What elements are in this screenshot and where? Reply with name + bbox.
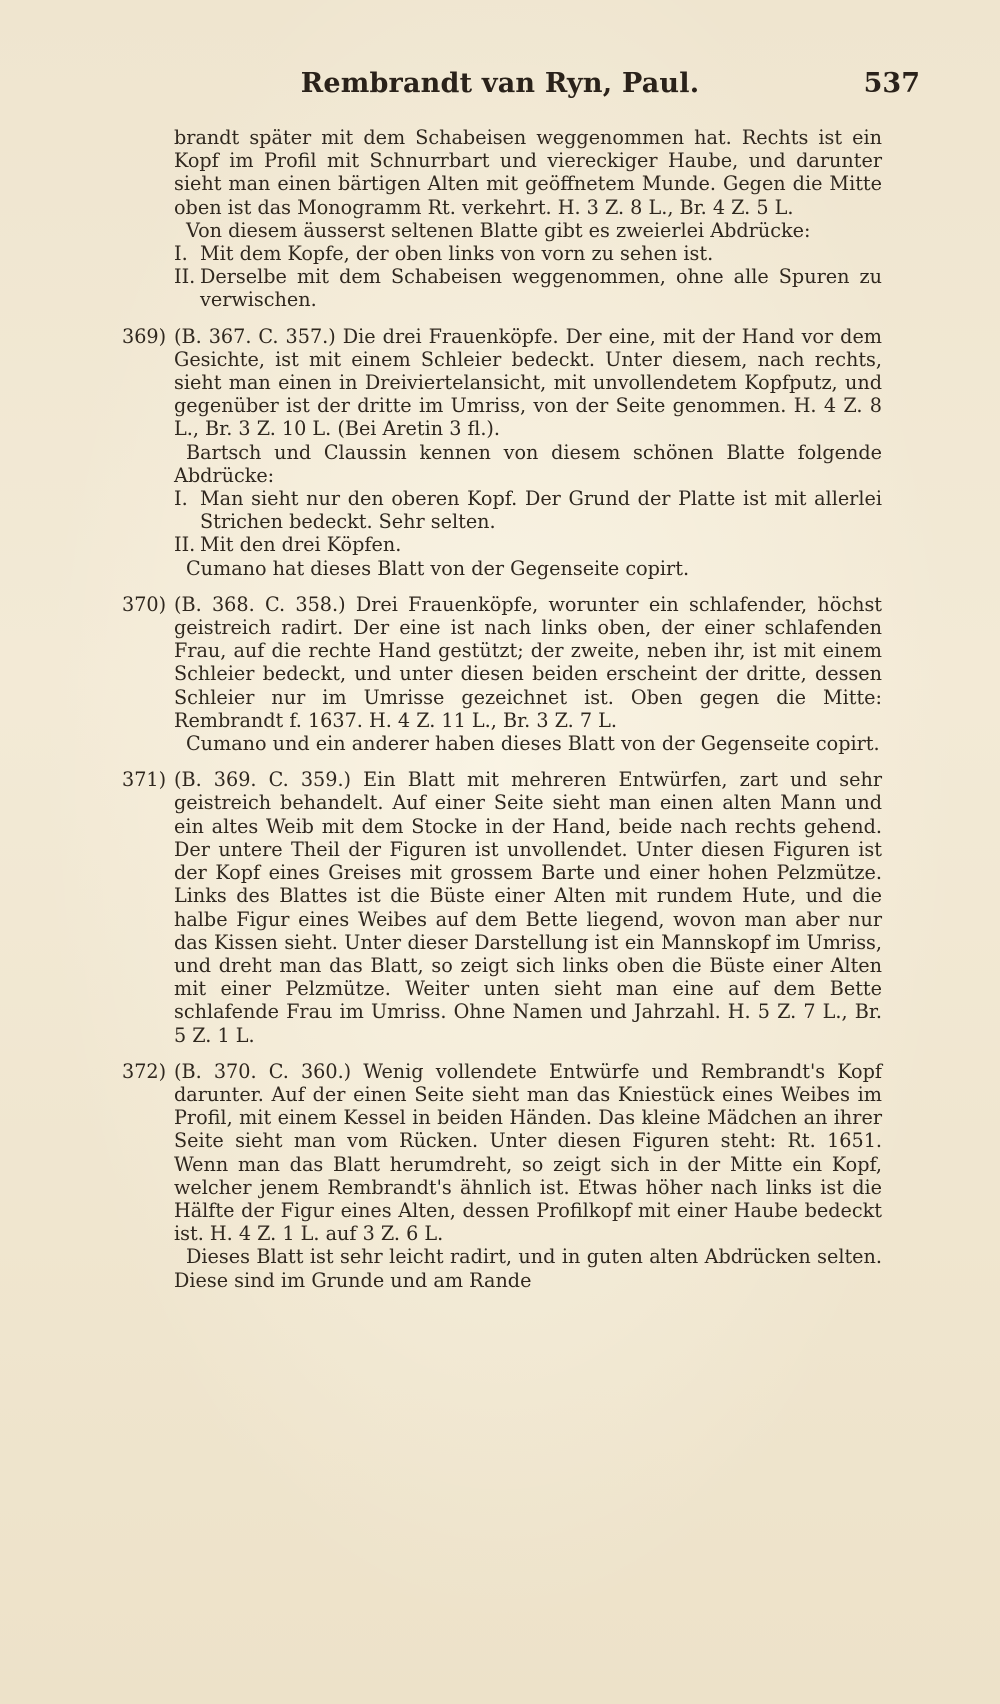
sub-paragraph: Dieses Blatt ist sehr leicht radirt, und in guten alten Abdrücken selten. Diese sind im Grunde und am Rande (174, 1245, 882, 1292)
copy-note: Cumano und ein anderer haben dieses Blatt von der Gegenseite copirt. (186, 732, 880, 756)
state-label: I. (174, 242, 188, 266)
state-item (122, 487, 882, 533)
catalogue-entry-369 (122, 325, 882, 580)
state-text: Derselbe mit dem Schabeisen weggenommen, ohne alle Spuren zu verwischen. (200, 265, 882, 312)
state-text: Mit dem Kopfe, der oben links von vorn zu sehen ist. (200, 242, 714, 266)
entry-paragraph: (B. 369. C. 359.) Ein Blatt mit mehreren Entwürfen, zart und sehr geistreich behandelt. Auf einer Seite sieht man einen alten Mann und ein altes Weib mit dem Stocke in der Hand, beide nach rechts gehend. Der untere Theil der Figuren ist unvollendet. Unter diesen Figuren ist der Kopf eines Greises mit grossem Barte und einer hohen Pelzmütze. Links des Blattes ist die Büste einer Alten mit rundem Hute, und die halbe Figur eines Weibes auf dem Bette liegend, wovon man aber nur das Kissen sieht. Unter dieser Darstellung ist ein Mannskopf im Umriss, und dreht man das Blatt, so zeigt sich links oben die Büste einer Alten mit einer Pelzmütze. Weiter unten sieht man eine auf dem Bette schlafende Frau im Umriss. Ohne Namen und Jahrzahl. H. 5 Z. 7 L., Br. 5 Z. 1 L. (174, 768, 882, 1047)
entry-head (122, 593, 882, 732)
sub-paragraph: Von diesem äusserst seltenen Blatte gibt es zweierlei Abdrücke: (186, 218, 811, 242)
entry-paragraph: (B. 368. C. 358.) Drei Frauenköpfe, worunter ein schlafender, höchst geistreich radirt. Der eine ist nach links oben, der einer schlafenden Frau, auf die rechte Hand gestützt; der zweite, neben ihr, ist mit einem Schleier bedeckt, und unter diesen beiden erscheint der dritte, dessen Schleier nur im Umrisse gezeichnet ist. Oben gegen die Mitte: Rembrandt f. 1637. H. 4 Z. 11 L., Br. 3 Z. 7 L. (174, 592, 882, 732)
entry-head (122, 325, 882, 441)
entry-number: 370) (122, 592, 167, 616)
entry-head (122, 1060, 882, 1246)
page-header (0, 68, 1000, 108)
entry-paragraph: (B. 370. C. 360.) Wenig vollendete Entwürfe und Rembrandt's Kopf darunter. Auf der einen Seite sieht man das Kniestück eines Weibes im Profil, mit einem Kessel in beiden Händen. Das kleine Mädchen an ihrer Seite sieht man vom Rücken. Unter diesen Figuren steht: Rt. 1651. Wenn man das Blatt herumdreht, so zeigt sich in der Mitte ein Kopf, welcher jenem Rembrandt's ähnlich ist. Etwas höher nach links ist die Hälfte der Figur eines Alten, dessen Profilkopf mit einer Haube bedeckt ist. H. 4 Z. 1 L. auf 3 Z. 6 L. (174, 1059, 882, 1246)
entry-number: 371) (122, 768, 167, 792)
copy-note: Cumano hat dieses Blatt von der Gegenseite copirt. (186, 556, 690, 580)
state-text: Mit den drei Köpfen. (200, 533, 402, 557)
state-item (122, 265, 882, 311)
catalogue-entry-371 (122, 768, 882, 1046)
entry-number: 369) (122, 324, 167, 348)
state-label: II. (174, 265, 196, 289)
entry-number: 372) (122, 1059, 167, 1083)
running-title: Rembrandt van Ryn, Paul. (300, 68, 700, 99)
state-item (122, 533, 882, 556)
catalogue-text (122, 126, 882, 1305)
sub-paragraph: Bartsch und Claussin kennen von diesem schönen Blatte folgende Abdrücke: (174, 440, 882, 487)
state-label: I. (174, 487, 188, 511)
page-number: 537 (863, 68, 920, 99)
state-text: Man sieht nur den oberen Kopf. Der Grund der Platte ist mit allerlei Strichen bedeckt. Sehr selten. (200, 487, 882, 534)
entry-paragraph: brandt später mit dem Schabeisen weggenommen hat. Rechts ist ein Kopf im Profil mit Schnurrbart und viereckiger Haube, und darunter sieht man einen bärtigen Alten mit geöffnetem Munde. Gegen die Mitte oben ist das Monogramm Rt. verkehrt. H. 3 Z. 8 L., Br. 4 Z. 5 L. (174, 126, 882, 219)
state-label: II. (174, 533, 196, 557)
entry-head (122, 768, 882, 1046)
catalogue-entry-370 (122, 593, 882, 755)
entry-paragraph: (B. 367. C. 357.) Die drei Frauenköpfe. Der eine, mit der Hand vor dem Gesichte, ist mit einem Schleier bedeckt. Unter diesem, nach rechts, sieht man einen in Dreiviertelansicht, mit unvollendetem Kopfputz, und gegenüber ist der dritte im Umriss, von der Seite genommen. H. 4 Z. 8 L., Br. 3 Z. 10 L. (Bei Aretin 3 fl.). (174, 324, 882, 441)
catalogue-entry-372 (122, 1060, 882, 1292)
state-item (122, 242, 882, 265)
entry-continuation (122, 126, 882, 312)
